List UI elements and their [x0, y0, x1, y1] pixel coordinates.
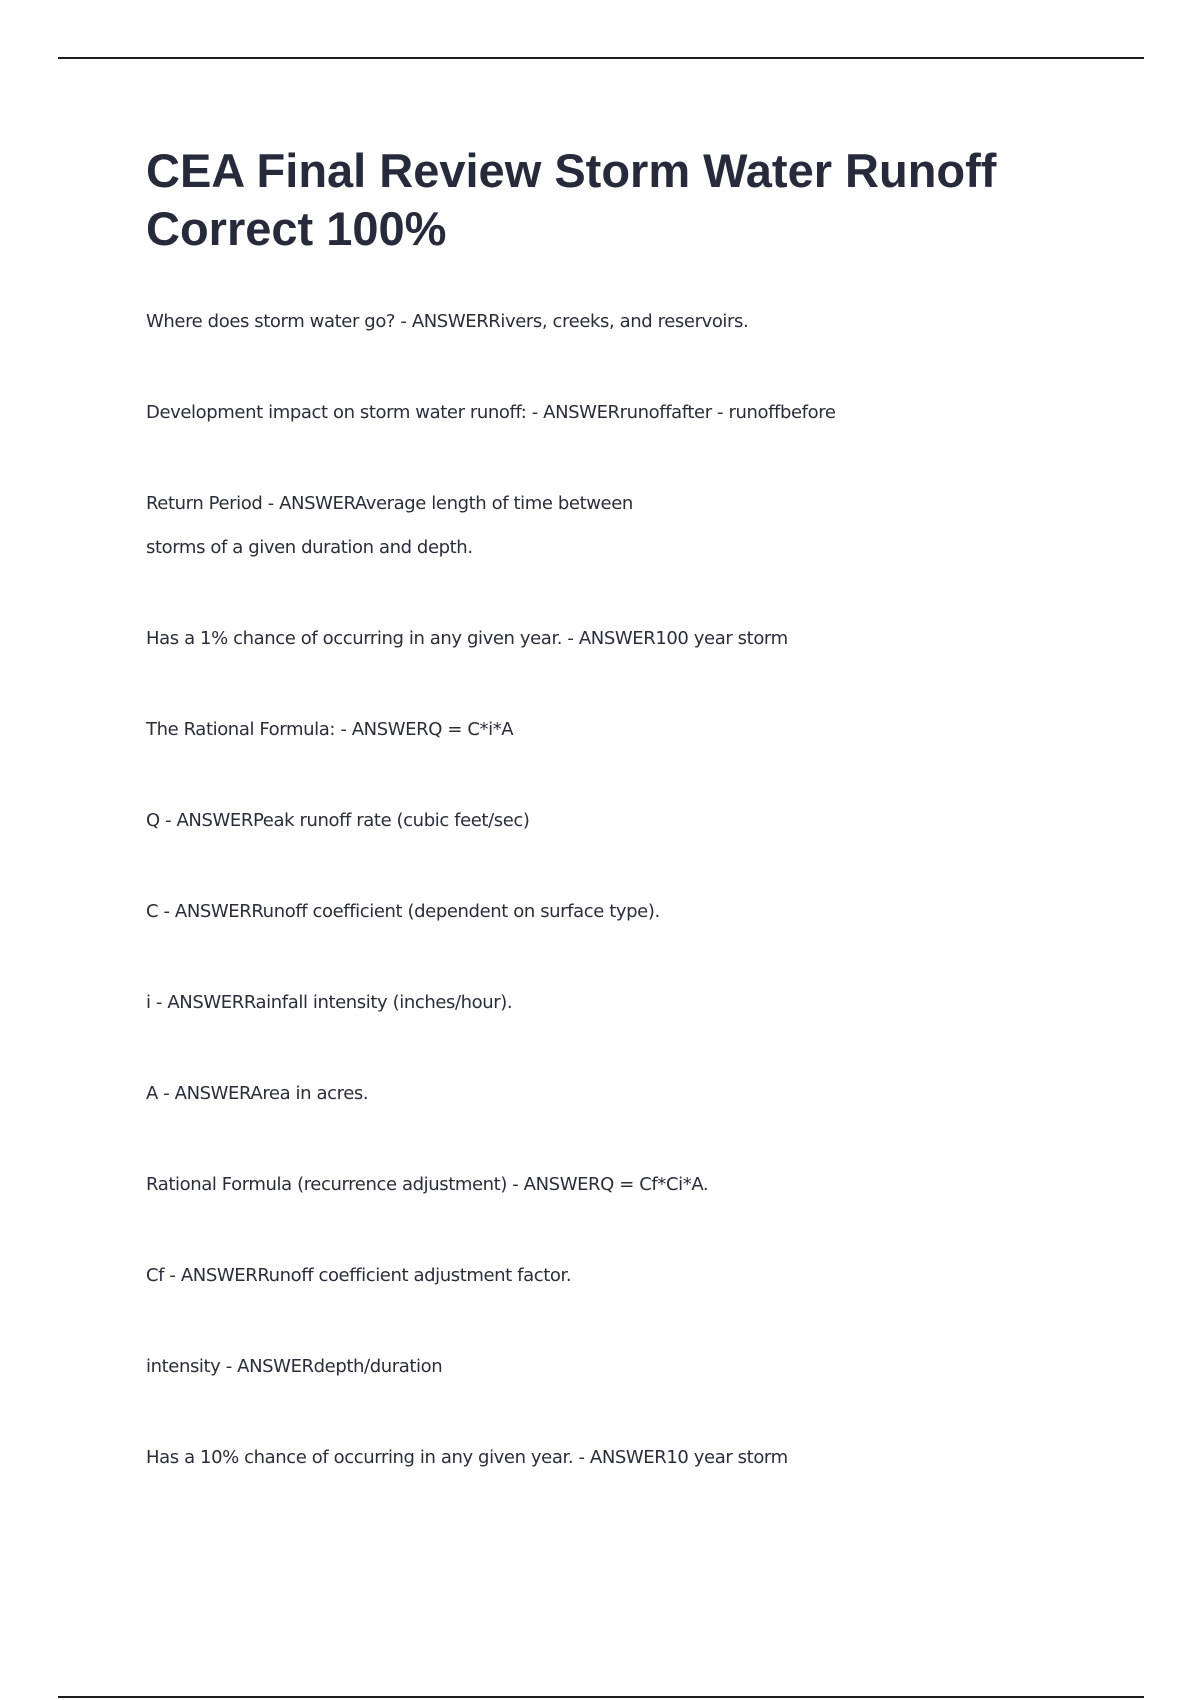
qa-item-7: C - ANSWERRunoff coefficient (dependent on surface type).: [146, 901, 660, 922]
qa-item-9: A - ANSWERArea in acres.: [146, 1083, 369, 1104]
qa-item-8: i - ANSWERRainfall intensity (inches/hour).: [146, 992, 513, 1013]
bottom-divider: [58, 1696, 1144, 1698]
qa-item-5: The Rational Formula: - ANSWERQ = C*i*A: [146, 719, 514, 740]
qa-item-2: Development impact on storm water runoff: - ANSWERrunoffafter - runoffbefore: [146, 402, 836, 423]
qa-item-10: Rational Formula (recurrence adjustment) - ANSWERQ = Cf*Ci*A.: [146, 1174, 709, 1195]
qa-list: [146, 300, 1106, 1527]
qa-item-3: Return Period - ANSWERAverage length of time between storms of a given duration and depth.: [146, 493, 633, 558]
qa-item-12: intensity - ANSWERdepth/duration: [146, 1356, 443, 1377]
qa-item-4: Has a 1% chance of occurring in any given year. - ANSWER100 year storm: [146, 628, 788, 649]
qa-item-6: Q - ANSWERPeak runoff rate (cubic feet/sec): [146, 810, 530, 831]
top-divider: [58, 57, 1144, 59]
qa-item-1: Where does storm water go? - ANSWERRivers, creeks, and reservoirs.: [146, 311, 749, 332]
qa-item-13: Has a 10% chance of occurring in any given year. - ANSWER10 year storm: [146, 1447, 788, 1468]
page-title: CEA Final Review Storm Water Runoff Correct 100%: [146, 144, 997, 255]
qa-item-11: Cf - ANSWERRunoff coefficient adjustment factor.: [146, 1265, 572, 1286]
